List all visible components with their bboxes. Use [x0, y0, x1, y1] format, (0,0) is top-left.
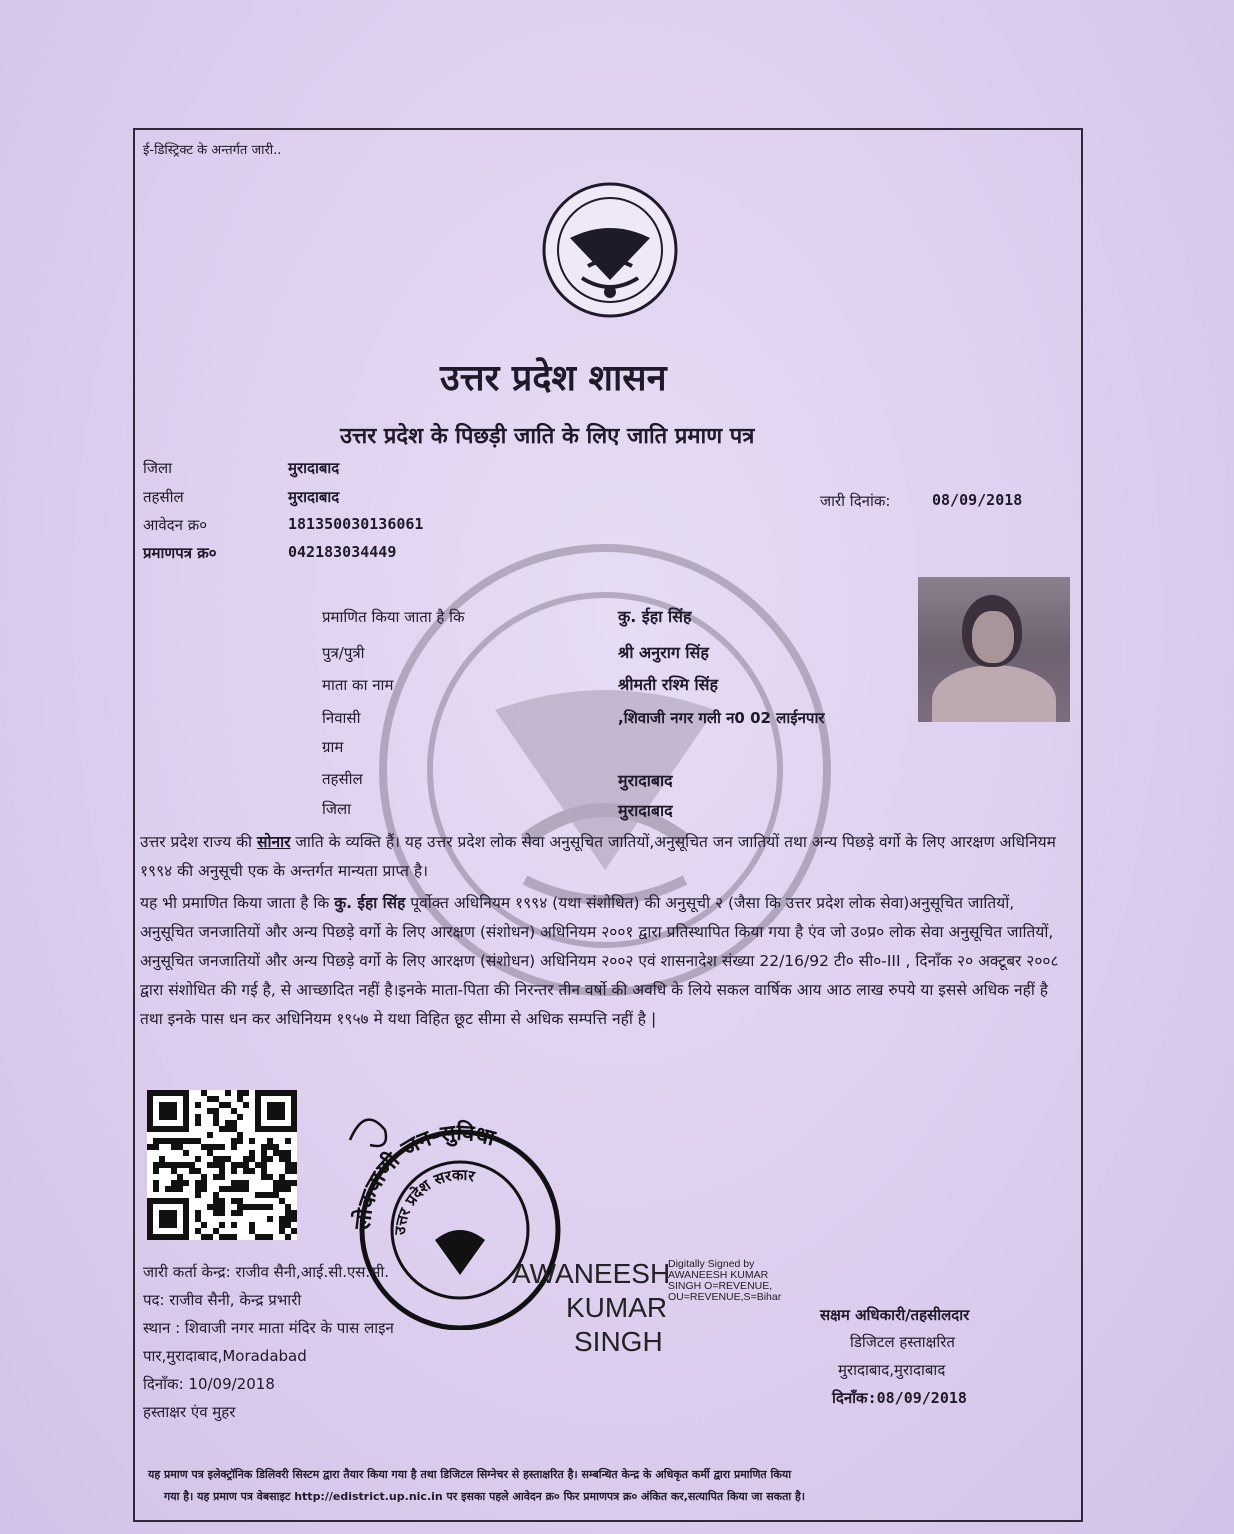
certificate-subtitle: उत्तर प्रदेश के पिछड़ी जाति के लिए जाति प्रमाण पत्र — [340, 424, 755, 449]
district-label: जिला — [143, 459, 173, 477]
qr-code — [147, 1090, 297, 1240]
header-note: ई-डिस्ट्रिक्ट के अन्तर्गत जारी.. — [143, 143, 282, 158]
issuer-place-line1: स्थान : शिवाजी नगर माता मंदिर के पास लाइन — [143, 1319, 394, 1337]
details-district-value: मुरादाबाद — [618, 801, 673, 820]
issuer-place-line2: पार,मुरादाबाद,Moradabad — [143, 1347, 307, 1365]
district-value: मुरादाबाद — [288, 459, 340, 477]
issuer-sign-seal: हस्ताक्षर एंव मुहर — [143, 1403, 236, 1421]
up-government-emblem-icon — [540, 180, 680, 320]
caste-name: सोनार — [256, 833, 291, 851]
issuer-date: दिनाँक: 10/09/2018 — [143, 1375, 275, 1393]
stamp-inner-text: उत्तर प्रदेश सरकार — [390, 1165, 477, 1236]
village-label: ग्राम — [322, 738, 344, 756]
signature-name-line2: KUMAR — [566, 1292, 668, 1323]
svg-text:उत्तर प्रदेश सरकार — [391, 1166, 477, 1236]
certificate-number-value: 042183034449 — [288, 543, 397, 561]
svg-text:लोकवाणी जन-सुविधा — [348, 1119, 498, 1232]
issuer-post: पद: राजीव सैनी, केन्द्र प्रभारी — [143, 1291, 302, 1309]
authority-place: मुरादाबाद,मुरादाबाद — [838, 1361, 946, 1379]
signature-details-4: OU=REVENUE,S=Bihar — [668, 1291, 782, 1303]
certified-value: कु. ईहा सिंह — [618, 607, 692, 626]
authority-digitally-signed: डिजिटल हस्ताक्षरित — [850, 1333, 955, 1351]
signature-details-1: Digitally Signed by — [668, 1258, 755, 1270]
stamp-outer-text: लोकवाणी जन-सुविधा — [350, 1120, 498, 1231]
page-title: उत्तर प्रदेश शासन — [440, 357, 667, 399]
applicant-photo — [918, 577, 1070, 722]
center-round-stamp — [330, 1100, 590, 1330]
tehsil-value: मुरादाबाद — [288, 488, 340, 506]
issue-date-value: 08/09/2018 — [932, 491, 1023, 509]
authority-designation: सक्षम अधिकारी/तहसीलदार — [820, 1306, 970, 1324]
resident-value: ,शिवाजी नगर गली न0 02 लाईनपार — [618, 709, 825, 727]
issuer-center: जारी कर्ता केन्द्र: राजीव सैनी,आई.सी.एस.सी. — [143, 1263, 389, 1281]
caste-paragraph: उत्तर प्रदेश राज्य की सोनार जाति के व्यक्ति हैं। यह उत्तर प्रदेश लोक सेवा अनुसूचित जातियों,अनुसूचित जन जातियों तथा अन्य पिछड़े वर्गो के लिए आरक्षण अधिनियम १९९४ की अनुसूची एक के अन्तर्गत मान्यता प्राप्त है। — [140, 833, 1056, 880]
signature-details-2: AWANEESH KUMAR — [668, 1269, 769, 1281]
parent-value: श्री अनुराग सिंह — [618, 643, 709, 662]
application-number-value: 181350030136061 — [288, 515, 424, 533]
mother-label: माता का नाम — [322, 676, 394, 694]
details-tehsil-label: तहसील — [322, 770, 363, 788]
footer-note-line1: यह प्रमाण पत्र इलेक्ट्रॉनिक डिलिवरी सिस्टम द्वारा तैयार किया गया है तथा डिजिटल सिग्नेचर से हस्ताक्षरित है। सम्बन्धित केन्द्र के अधिकृत कर्मी द्वारा प्रमाणित किया — [148, 1468, 792, 1481]
details-district-label: जिला — [322, 800, 352, 818]
declaration-paragraph: यह भी प्रमाणित किया जाता है कि कु. ईहा सिंह पूर्वोक्त अधिनियम १९९४ (यथा संशोधित) की अनुसूची २ (जैसा कि उत्तर प्रदेश लोक सेवा)अनुसूचित जातियों, अनुसूचित जनजातियों और अन्य पिछड़े वर्गो के लिए आरक्षण (संशोधन) अधिनियम २००१ द्वारा प्रतिस्थापित किया गया है एंव जो उ०प्र० लोक सेवा अनुसूचित जातियों, अनुसूचित जनजातियों और अन्य पिछड़े वर्गो के लिए आरक्षण (संशोधन) अधिनियम २००२ एवं शासनादेश संख्या 22/16/92 टी० सी०-III , दिनाँक २० अक्टूबर २००८ द्वारा संशोधित की गई है, से आच्छादित नहीं है।इनके माता-पिता की निरन्तर तीन वर्षो की अवधि के लिये सकल वार्षिक आय आठ लाख रुपये या इससे अधिक नहीं है तथा इनके पास धन कर अधिनियम १९५७ मे यथा विहित छूट सीमा से अधिक सम्पत्ति नहीं है | — [140, 894, 1059, 1028]
parent-label: पुत्र/पुत्री — [322, 644, 365, 662]
application-number-label: आवेदन क्र० — [143, 516, 208, 534]
certificate-number-label: प्रमाणपत्र क्र० — [143, 544, 217, 562]
mother-value: श्रीमती रश्मि सिंह — [618, 675, 718, 694]
applicant-name-inline: कु. ईहा सिंह — [334, 894, 406, 912]
details-tehsil-value: मुरादाबाद — [618, 771, 673, 790]
signature-details-3: SINGH O=REVENUE, — [668, 1280, 773, 1292]
signature-name-line3: SINGH — [574, 1326, 663, 1357]
certified-label: प्रमाणित किया जाता है कि — [322, 608, 465, 626]
signature-name-line1: AWANEESH — [512, 1258, 671, 1289]
resident-label: निवासी — [322, 709, 361, 727]
issue-date-label: जारी दिनांक: — [820, 492, 891, 510]
tehsil-label: तहसील — [143, 488, 184, 506]
footer-note-line2: गया है। यह प्रमाण पत्र वेबसाइट http://edistrict.up.nic.in पर इसका पहले आवेदन क्र० फिर प्रमाणपत्र क्र० अंकित कर,सत्यापित किया जा सकता है। — [164, 1490, 806, 1503]
authority-date: दिनाँक:08/09/2018 — [832, 1389, 967, 1407]
